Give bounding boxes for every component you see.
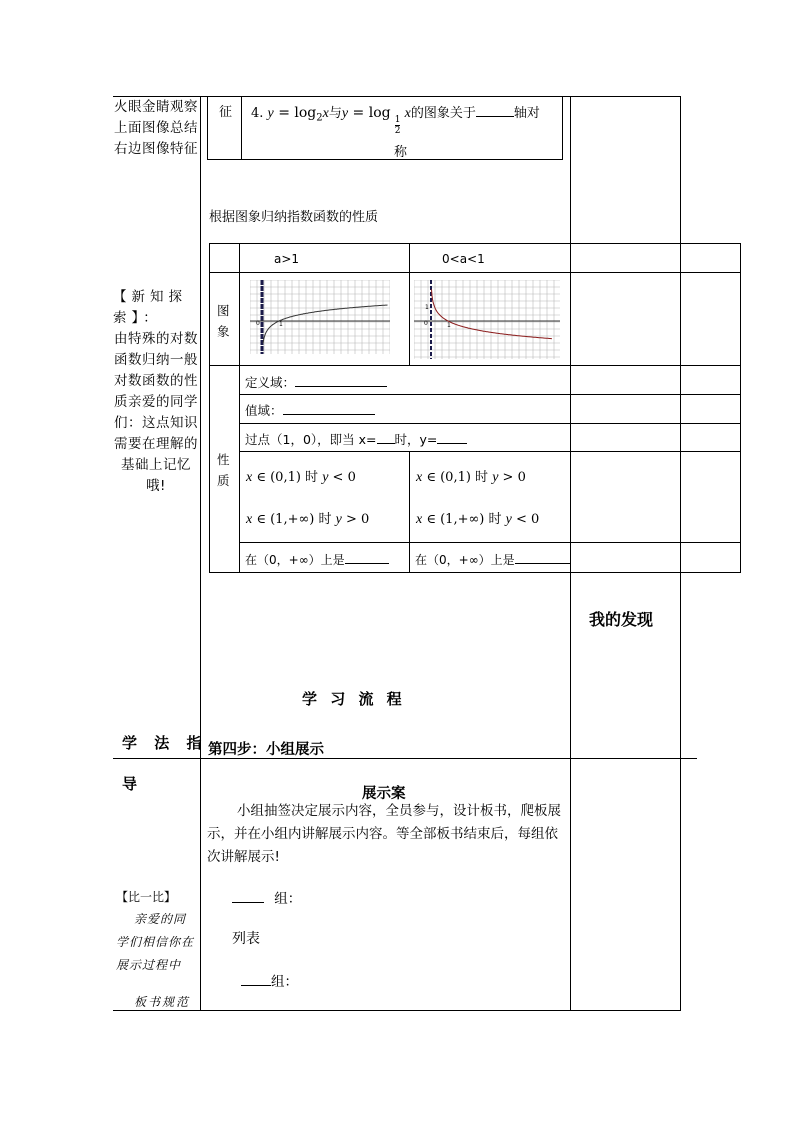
ptable-bottom bbox=[209, 572, 741, 573]
section-new-knowledge-body: 由特殊的对数函数归纳一般对数函数的性质亲爱的同学们：这点知识需要在理解的基础上记忆哦! bbox=[114, 331, 198, 494]
qbox-left bbox=[207, 96, 208, 159]
q-num: 4. bbox=[251, 106, 264, 121]
graph-a-gt-1 bbox=[250, 280, 390, 354]
q-mid: 与 bbox=[328, 106, 342, 121]
compare-body: 亲爱的同学们相信你在展示过程中 bbox=[116, 912, 195, 972]
flow-title: 学 习 流 程 bbox=[302, 690, 406, 708]
step4-body: 小组抽签决定展示内容，全员参与，设计板书，爬板展示，并在小组内讲解展示内容。等全部板书结束后，每组依次讲解展示! bbox=[207, 803, 561, 865]
domain-field bbox=[245, 373, 387, 391]
ptable-col5 bbox=[740, 243, 741, 573]
q-y1: y bbox=[267, 106, 274, 121]
graph-row-label-1: 图 bbox=[217, 303, 230, 318]
a-lt1-line2-rel: < 0 bbox=[511, 512, 540, 527]
frame-bottom-line bbox=[113, 1010, 681, 1011]
list-label: 列表 bbox=[232, 931, 260, 947]
graph-b-curve bbox=[432, 289, 552, 338]
ptable-row3 bbox=[239, 394, 741, 395]
ptable-col0 bbox=[209, 243, 210, 573]
frame-col-right-lower bbox=[570, 572, 571, 1011]
a-lt1-line1-rel: > 0 bbox=[498, 470, 526, 485]
q-base2-num: 1 bbox=[394, 115, 401, 125]
method-label-a: 学 法 指 bbox=[122, 734, 208, 752]
graph-b-origin: 0 bbox=[424, 320, 428, 327]
case-title: 展示案 bbox=[362, 786, 406, 802]
mono-b-label: 在（0，+∞）上是 bbox=[415, 553, 515, 567]
ptable-col1 bbox=[239, 243, 240, 573]
point-y-blank[interactable] bbox=[437, 443, 467, 444]
a-gt1-line1-rel: < 0 bbox=[328, 470, 356, 485]
frame-outer-right-lower bbox=[680, 572, 681, 1011]
mono-a-label: 在（0，+∞）上是 bbox=[245, 553, 345, 567]
ptable-row5 bbox=[239, 451, 741, 452]
a-lt1-line2-in: ∈ (1,+∞) 时 bbox=[422, 512, 506, 527]
a-gt1-line2-in: ∈ (1,+∞) 时 bbox=[252, 512, 336, 527]
range-blank[interactable] bbox=[283, 414, 375, 415]
a-gt1-line1-x: x bbox=[246, 470, 253, 485]
graph-b-one: 1 bbox=[447, 322, 451, 329]
intro-line: 根据图象归纳指数函数的性质 bbox=[209, 210, 379, 225]
ptable-row2 bbox=[209, 365, 741, 366]
mono-a-blank[interactable] bbox=[345, 563, 389, 564]
ptable-row6 bbox=[239, 542, 741, 543]
a-lt1-line2 bbox=[416, 508, 539, 528]
mono-a-gt-1 bbox=[245, 551, 389, 568]
a-lt1-line1-x: x bbox=[416, 470, 423, 485]
a-lt1-line1-in: ∈ (0,1) 时 bbox=[422, 470, 493, 485]
group1-blank[interactable] bbox=[232, 902, 264, 903]
a-gt1-line2 bbox=[246, 508, 369, 528]
range-label: 值域： bbox=[245, 403, 283, 418]
qbox-bottom bbox=[207, 159, 563, 160]
q-eq1: = log bbox=[273, 105, 317, 121]
q-blank[interactable] bbox=[476, 116, 514, 117]
mono-b-blank[interactable] bbox=[515, 563, 571, 564]
section-new-knowledge-title bbox=[113, 287, 199, 329]
graph-a-grid bbox=[250, 280, 390, 354]
a-gt1-line2-y: y bbox=[335, 512, 342, 527]
section-title-text: 【新知探索】： bbox=[113, 289, 187, 326]
ptable-col2b bbox=[409, 451, 410, 573]
compare-title: 【比一比】 bbox=[116, 890, 177, 904]
frame-mid-divider bbox=[113, 758, 697, 759]
ptable-row1 bbox=[209, 272, 741, 273]
point-field bbox=[245, 430, 467, 448]
a-gt1-line1-y: y bbox=[322, 470, 329, 485]
ptable-col4 bbox=[680, 243, 681, 573]
domain-blank[interactable] bbox=[295, 386, 387, 387]
q-eq2: = log bbox=[348, 105, 391, 121]
q-x1: x bbox=[322, 106, 329, 121]
method-label-b: 导 bbox=[122, 775, 138, 793]
a-lt1-line2-y: y bbox=[505, 512, 512, 527]
a-gt1-line1-in: ∈ (0,1) 时 bbox=[252, 470, 323, 485]
group2-line bbox=[241, 970, 298, 990]
graph-b-lt-1 bbox=[414, 280, 560, 359]
group1-line bbox=[232, 887, 301, 907]
group1-label: 组： bbox=[274, 891, 302, 907]
graph-row-label-2: 象 bbox=[217, 324, 230, 339]
step4-title: 第四步：小组展示 bbox=[208, 742, 324, 758]
q-tail2: 轴对 bbox=[513, 106, 540, 121]
frame-col-right bbox=[570, 96, 571, 243]
ptable-col3 bbox=[570, 243, 571, 573]
compare-tail: 板书规范 bbox=[134, 995, 191, 1009]
frame-col-left bbox=[200, 96, 201, 1011]
header-a-lt-1: 0<a<1 bbox=[442, 252, 485, 266]
q-y2: y bbox=[341, 106, 349, 121]
ptable-col2a bbox=[409, 243, 410, 365]
question-4 bbox=[251, 102, 540, 136]
a-gt1-line1 bbox=[246, 466, 356, 486]
header-a-gt-1: a>1 bbox=[274, 252, 300, 266]
graph-b-grid bbox=[414, 280, 560, 359]
a-lt1-line2-x: x bbox=[416, 512, 423, 527]
q-x2: x bbox=[404, 106, 411, 121]
qbox-right bbox=[562, 96, 563, 159]
point-label-a: 过点（1，0），即当 x= bbox=[245, 432, 377, 447]
graph-a-one: 1 bbox=[279, 321, 283, 328]
ptable-top bbox=[209, 243, 741, 244]
graph-b-yone: 1 bbox=[425, 304, 429, 311]
group2-label: 组： bbox=[271, 974, 298, 990]
graph-a-origin: 0 bbox=[256, 320, 260, 327]
a-lt1-line1-y: y bbox=[492, 470, 499, 485]
a-lt1-line1 bbox=[416, 466, 526, 486]
tip-observe: 火眼金睛观察上面图像总结右边图像特征 bbox=[114, 99, 198, 157]
mono-a-lt-1 bbox=[415, 551, 571, 568]
prop-row-label-2: 质 bbox=[217, 473, 230, 488]
prop-row-label-1: 性 bbox=[217, 452, 230, 467]
range-field bbox=[245, 401, 375, 419]
frame-outer-right bbox=[680, 96, 681, 243]
point-x-blank[interactable] bbox=[377, 443, 395, 444]
point-label-b: 时，y= bbox=[394, 432, 438, 447]
qbox-label: 征 bbox=[219, 105, 233, 120]
a-gt1-line2-rel: > 0 bbox=[341, 512, 370, 527]
ptable-row4 bbox=[239, 423, 741, 424]
q-tail3: 称 bbox=[394, 145, 408, 160]
q-base2 bbox=[395, 115, 401, 136]
domain-label: 定义域： bbox=[245, 375, 296, 390]
my-discovery: 我的发现 bbox=[589, 610, 654, 629]
qbox-divider bbox=[241, 96, 242, 159]
q-base1: 2 bbox=[316, 112, 323, 124]
a-gt1-line2-x: x bbox=[246, 512, 253, 527]
q-tail: 的图象关于 bbox=[410, 106, 476, 121]
q-base2-den: 2 bbox=[394, 126, 401, 136]
group2-blank[interactable] bbox=[241, 985, 271, 986]
